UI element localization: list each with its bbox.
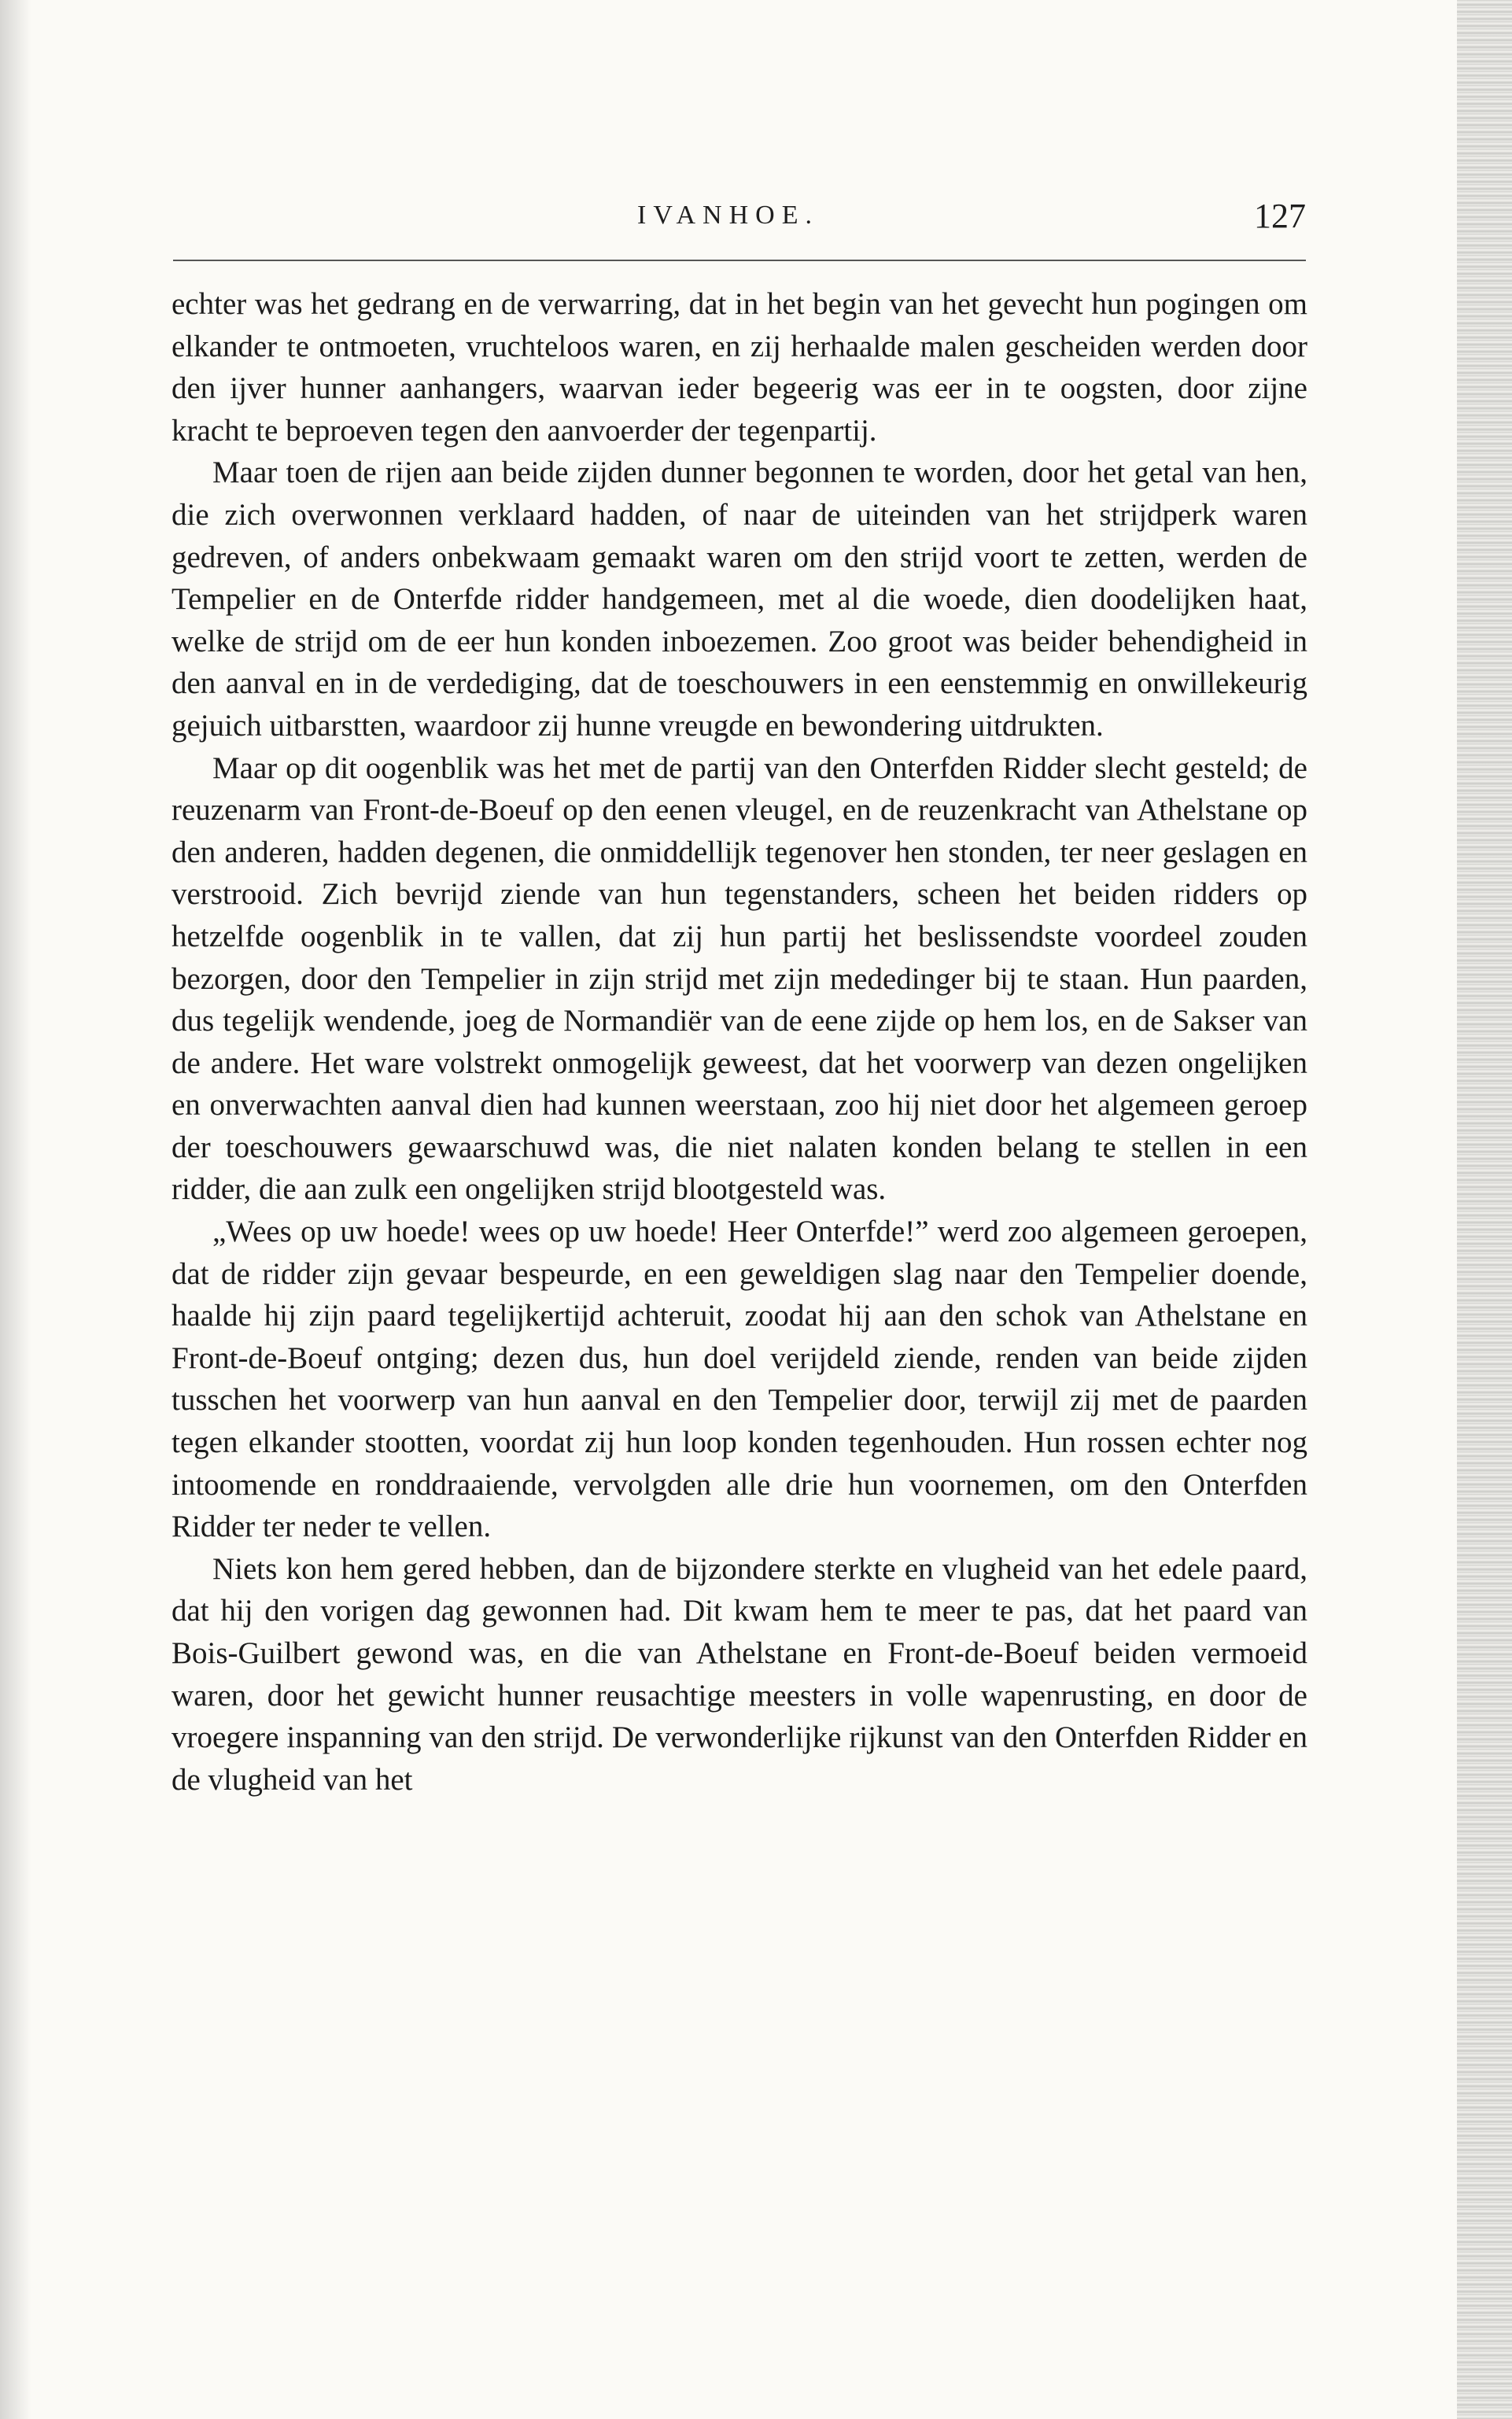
paragraph: „Wees op uw hoede! wees op uw hoede! Heer Onterfde!” werd zoo algemeen geroepen, dat de ridder zijn gevaar bespeurde, en een geweldigen slag naar den Tempelier doende, haalde hij zijn paard tegelijkertijd achteruit, zoodat hij aan den schok van Athelstane en Front-de-Boeuf ontging; dezen dus, hun doel verijdeld ziende, renden van beide zijden tusschen het voorwerp van hun aanval en den Tempelier door, terwijl zij met de paarden tegen elkander stootten, voordat zij hun loop konden tegenhouden. Hun rossen echter nog intoomende en ronddraaiende, vervolgden alle drie hun voornemen, om den Onterfden Ridder ter neder te vellen. bbox=[171, 1215, 1307, 1544]
running-title: IVANHOE. bbox=[637, 201, 819, 230]
paragraph: Maar toen de rijen aan beide zijden dunner begonnen te worden, door het getal van hen, die zich overwonnen verklaard hadden, of naar de uiteinden van het strijdperk waren gedreven, of anders onbekwaam gemaakt waren om den strijd voort te zetten, werden de Tempelier en de Onterfde ridder handgemeen, met al die woede, dien doodelijken haat, welke de strijd om de eer hun konden inboezemen. Zoo groot was beider behendigheid in den aanval en in de verdediging, dat de toeschouwers in een eenstemmig en onwillekeurig gejuich uitbarstten, waardoor zij hunne vreugde en bewondering uitdrukten. bbox=[171, 455, 1307, 743]
page-gutter-shadow-left bbox=[0, 0, 31, 2419]
page-edge-shadow-right bbox=[1457, 0, 1512, 2419]
paragraph: Maar op dit oogenblik was het met de partij van den Onterfden Ridder slecht gesteld; de reuzenarm van Front-de-Boeuf op den eenen vleugel, en de reuzenkracht van Athelstane op den anderen, hadden degenen, die onmiddellijk tegenover hen stonden, ter neer geslagen en verstrooid. Zich bevrijd ziende van hun tegenstanders, scheen het beiden ridders op hetzelfde oogenblik in te vallen, dat zij hun partij het beslissendste voordeel zouden bezorgen, door den Tempelier in zijn strijd met zijn mededinger bij te staan. Hun paarden, dus tegelijk wendende, joeg de Normandiër van de eene zijde op hem los, en de Sakser van de andere. Het ware volstrekt onmogelijk geweest, dat het voorwerp van dezen ongelijken en onverwachten aanval dien had kunnen weerstaan, zoo hij niet door het algemeen geroep der toeschouwers gewaarschuwd was, die niet nalaten konden belang te stellen in een ridder, die aan zulk een ongelijken strijd blootgesteld was. bbox=[171, 750, 1307, 1207]
header-rule bbox=[173, 260, 1306, 261]
paragraph: echter was het gedrang en de verwarring, dat in het begin van het gevecht hun pogingen om elkander te ontmoeten, vruchteloos waren, en zij herhaalde malen gescheiden werden door den ijver hunner aanhangers, waarvan ieder begeerig was eer in te oogsten, door zijne kracht te beproeven tegen den aanvoerder der tegenpartij. bbox=[171, 287, 1307, 448]
body-text bbox=[171, 283, 1307, 1801]
paragraph: Niets kon hem gered hebben, dan de bijzondere sterkte en vlugheid van het edele paard, dat hij den vorigen dag gewonnen had. Dit kwam hem te meer te pas, dat het paard van Bois-Guilbert gewond was, en die van Athelstane en Front-de-Boeuf beiden vermoeid waren, door het gewicht hunner reusachtige meesters in volle wapenrusting, en door de vroegere inspanning van den strijd. De verwonderlijke rijkunst van den Onterfden Ridder en de vlugheid van het bbox=[171, 1551, 1307, 1797]
page-header bbox=[173, 197, 1306, 248]
page-number: 127 bbox=[1254, 197, 1306, 235]
